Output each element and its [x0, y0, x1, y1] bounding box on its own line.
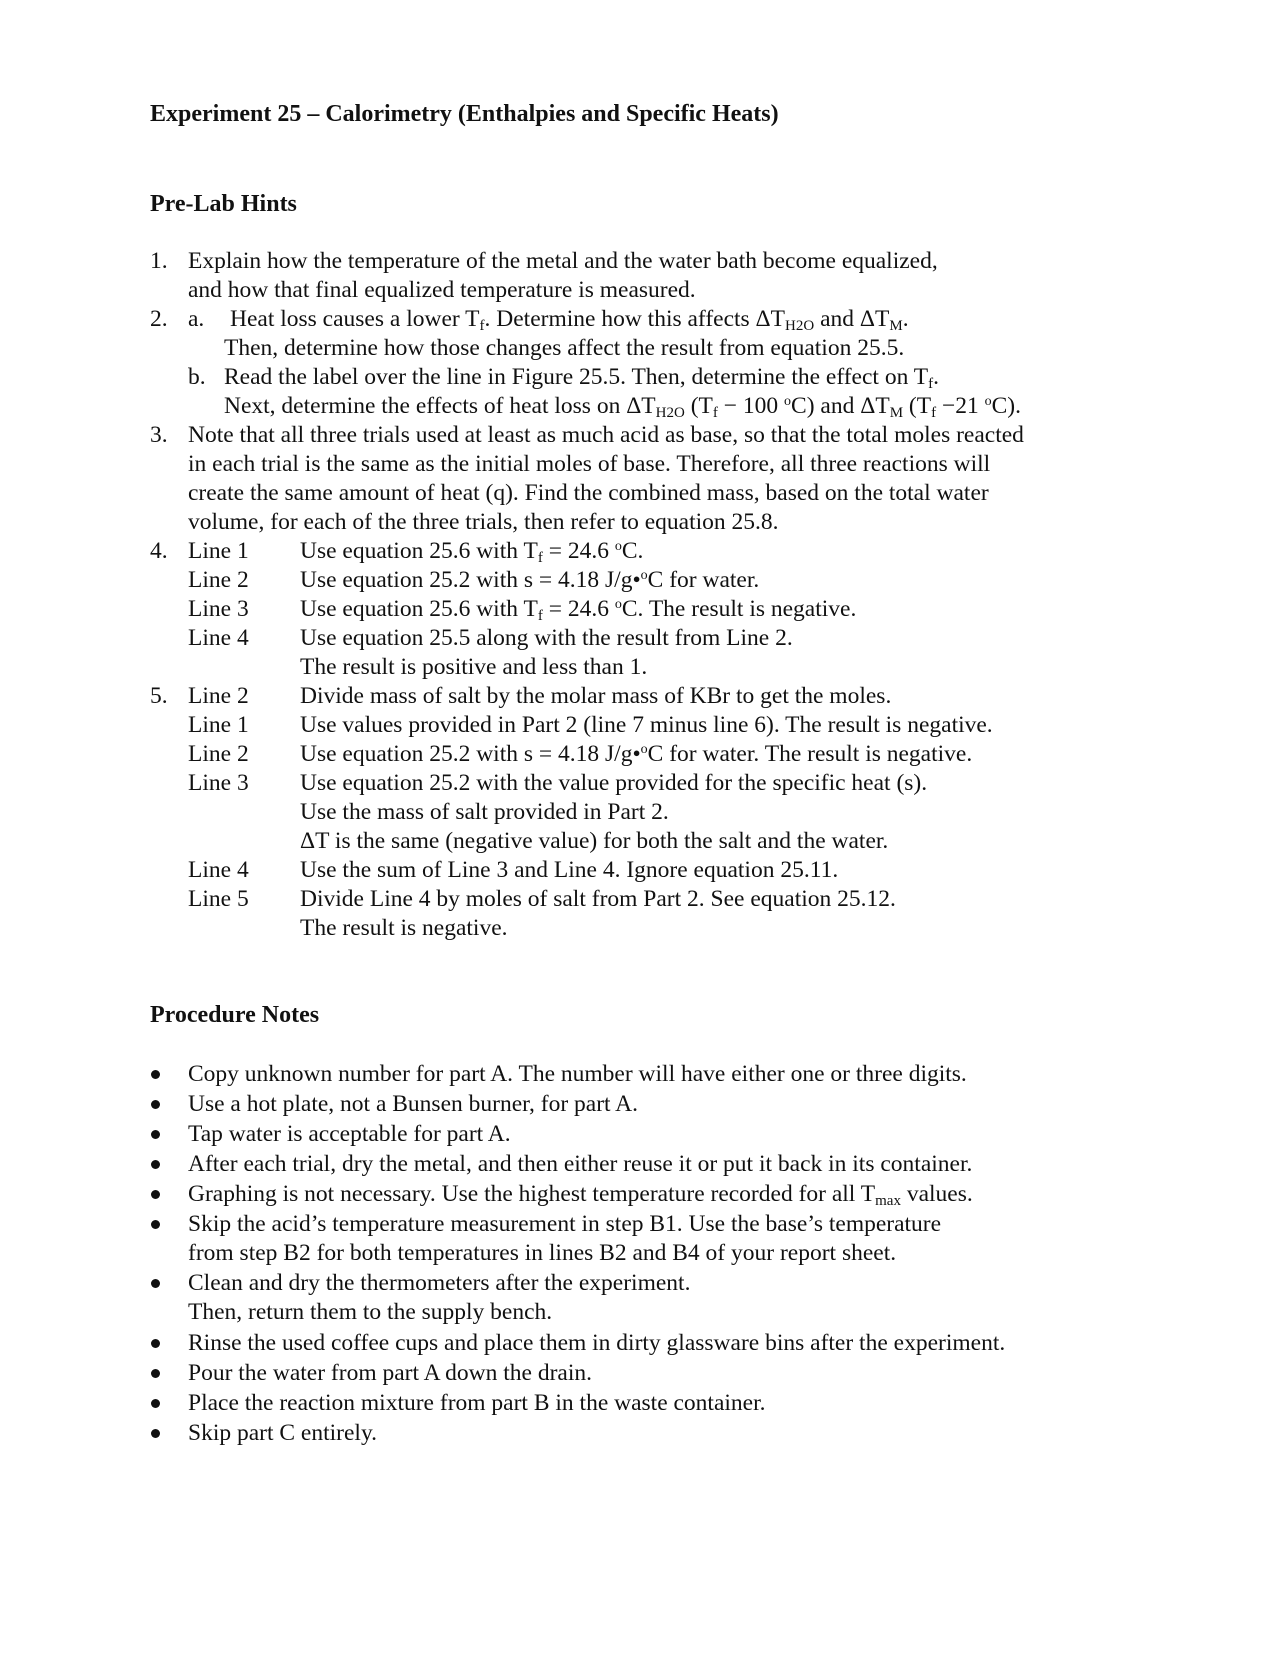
procedure-heading: Procedure Notes	[150, 1002, 320, 1028]
bullet-icon	[151, 1339, 160, 1348]
hint-4-row-3-label: Line 3	[188, 596, 249, 622]
bullet-icon	[151, 1220, 160, 1229]
bullet-icon	[151, 1369, 160, 1378]
procedure-note-7-line-1: Clean and dry the thermometers after the experiment.	[188, 1270, 691, 1296]
hint-4-row-2-text: Use equation 25.2 with s = 4.18 J/g•$^o$C for water.	[300, 567, 760, 593]
hint-4-row-2-label: Line 2	[188, 567, 249, 593]
hint-5-row-4-line-2: Use the mass of salt provided in Part 2.	[300, 799, 669, 825]
hint-5-row-6-label: Line 5	[188, 886, 249, 912]
hint-5-row-3-label: Line 2	[188, 741, 249, 767]
hint-1-line-2: and how that final equalized temperature is measured.	[188, 277, 696, 303]
hint-4-row-4-label: Line 4	[188, 625, 249, 651]
item-number-2: 2.	[150, 306, 168, 332]
hint-4-row-4-line-2: The result is positive and less than 1.	[300, 654, 648, 680]
hint-5-row-5-label: Line 4	[188, 857, 249, 883]
hint-4-row-3-text: Use equation 25.6 with $T_f = 24.6$ $^o$C. The result is negative.	[300, 596, 857, 624]
hint-2b-label: b.	[188, 364, 206, 390]
procedure-note-6-line-2: from step B2 for both temperatures in lines B2 and B4 of your report sheet.	[188, 1240, 897, 1266]
bullet-icon	[151, 1429, 160, 1438]
hint-3-line-3: create the same amount of heat (q). Find the combined mass, based on the total water	[188, 480, 989, 506]
procedure-note-7-line-2: Then, return them to the supply bench.	[188, 1299, 553, 1325]
procedure-note-11: Skip part C entirely.	[188, 1420, 378, 1446]
hint-5-row-2-text: Use values provided in Part 2 (line 7 minus line 6). The result is negative.	[300, 712, 993, 738]
hint-5-row-5-text: Use the sum of Line 3 and Line 4. Ignore equation 25.11.	[300, 857, 839, 883]
hint-5-row-2-label: Line 1	[188, 712, 249, 738]
bullet-icon	[151, 1279, 160, 1288]
procedure-note-5: Graphing is not necessary. Use the highest temperature recorded for all $T_{max}$ values.	[188, 1181, 973, 1209]
hint-4-row-1-label: Line 1	[188, 538, 249, 564]
hint-4-row-1-text: Use equation 25.6 with $T_f = 24.6$ $^o$C.	[300, 538, 644, 566]
hint-2a-line-2: Then, determine how those changes affect the result from equation 25.5.	[224, 335, 905, 361]
hint-5-row-6-line-2: The result is negative.	[300, 915, 508, 941]
procedure-note-3: Tap water is acceptable for part A.	[188, 1121, 511, 1147]
item-number-1: 1.	[150, 248, 168, 274]
hint-3-line-4: volume, for each of the three trials, then refer to equation 25.8.	[188, 509, 779, 535]
bullet-icon	[151, 1399, 160, 1408]
bullet-icon	[151, 1130, 160, 1139]
bullet-icon	[151, 1190, 160, 1199]
hint-2b-line-2: Next, determine the effects of heat loss on $\Delta T_{H2O}$ ($T_f - 100$ $^o$C) and $\Delta T_M$ ($T_f -21$ $^o$C).	[224, 393, 1021, 421]
hint-5-row-1-text: Divide mass of salt by the molar mass of KBr to get the moles.	[300, 683, 892, 709]
hint-2a-line-1: Heat loss causes a lower $T_f$. Determine how this affects $\Delta T_{H2O}$ and $\Delta T_M$.	[230, 306, 909, 334]
hint-5-row-4-line-3: ΔT is the same (negative value) for both the salt and the water.	[300, 828, 889, 854]
hint-5-row-6-line-1: Divide Line 4 by moles of salt from Part 2. See equation 25.12.	[300, 886, 896, 912]
item-number-5: 5.	[150, 683, 168, 709]
hint-5-row-1-label: Line 2	[188, 683, 249, 709]
hint-2a-label: a.	[188, 306, 205, 332]
prelab-heading: Pre-Lab Hints	[150, 191, 297, 217]
hint-1-line-1: Explain how the temperature of the metal and the water bath become equalized,	[188, 248, 938, 274]
procedure-note-2: Use a hot plate, not a Bunsen burner, for part A.	[188, 1091, 639, 1117]
procedure-note-8: Rinse the used coffee cups and place them in dirty glassware bins after the experiment.	[188, 1330, 1006, 1356]
hint-5-row-4-label: Line 3	[188, 770, 249, 796]
item-number-4: 4.	[150, 538, 168, 564]
bullet-icon	[151, 1070, 160, 1079]
procedure-note-4: After each trial, dry the metal, and then either reuse it or put it back in its container.	[188, 1151, 973, 1177]
procedure-note-1: Copy unknown number for part A. The number will have either one or three digits.	[188, 1061, 967, 1087]
hint-3-line-2: in each trial is the same as the initial moles of base. Therefore, all three reactions will	[188, 451, 991, 477]
hint-4-row-4-line-1: Use equation 25.5 along with the result from Line 2.	[300, 625, 793, 651]
hint-2b-line-1: Read the label over the line in Figure 25.5. Then, determine the effect on $T_f$.	[224, 364, 940, 392]
procedure-note-9: Pour the water from part A down the drain.	[188, 1360, 592, 1386]
item-number-3: 3.	[150, 422, 168, 448]
hint-3-line-1: Note that all three trials used at least as much acid as base, so that the total moles reacted	[188, 422, 1024, 448]
hint-5-row-3-text: Use equation 25.2 with s = 4.18 J/g•$^o$C for water. The result is negative.	[300, 741, 973, 767]
hint-5-row-4-line-1: Use equation 25.2 with the value provided for the specific heat (s).	[300, 770, 928, 796]
procedure-note-6-line-1: Skip the acid’s temperature measurement in step B1. Use the base’s temperature	[188, 1211, 942, 1237]
bullet-icon	[151, 1100, 160, 1109]
page-title: Experiment 25 – Calorimetry (Enthalpies and Specific Heats)	[150, 101, 779, 127]
procedure-note-10: Place the reaction mixture from part B in the waste container.	[188, 1390, 766, 1416]
bullet-icon	[151, 1160, 160, 1169]
